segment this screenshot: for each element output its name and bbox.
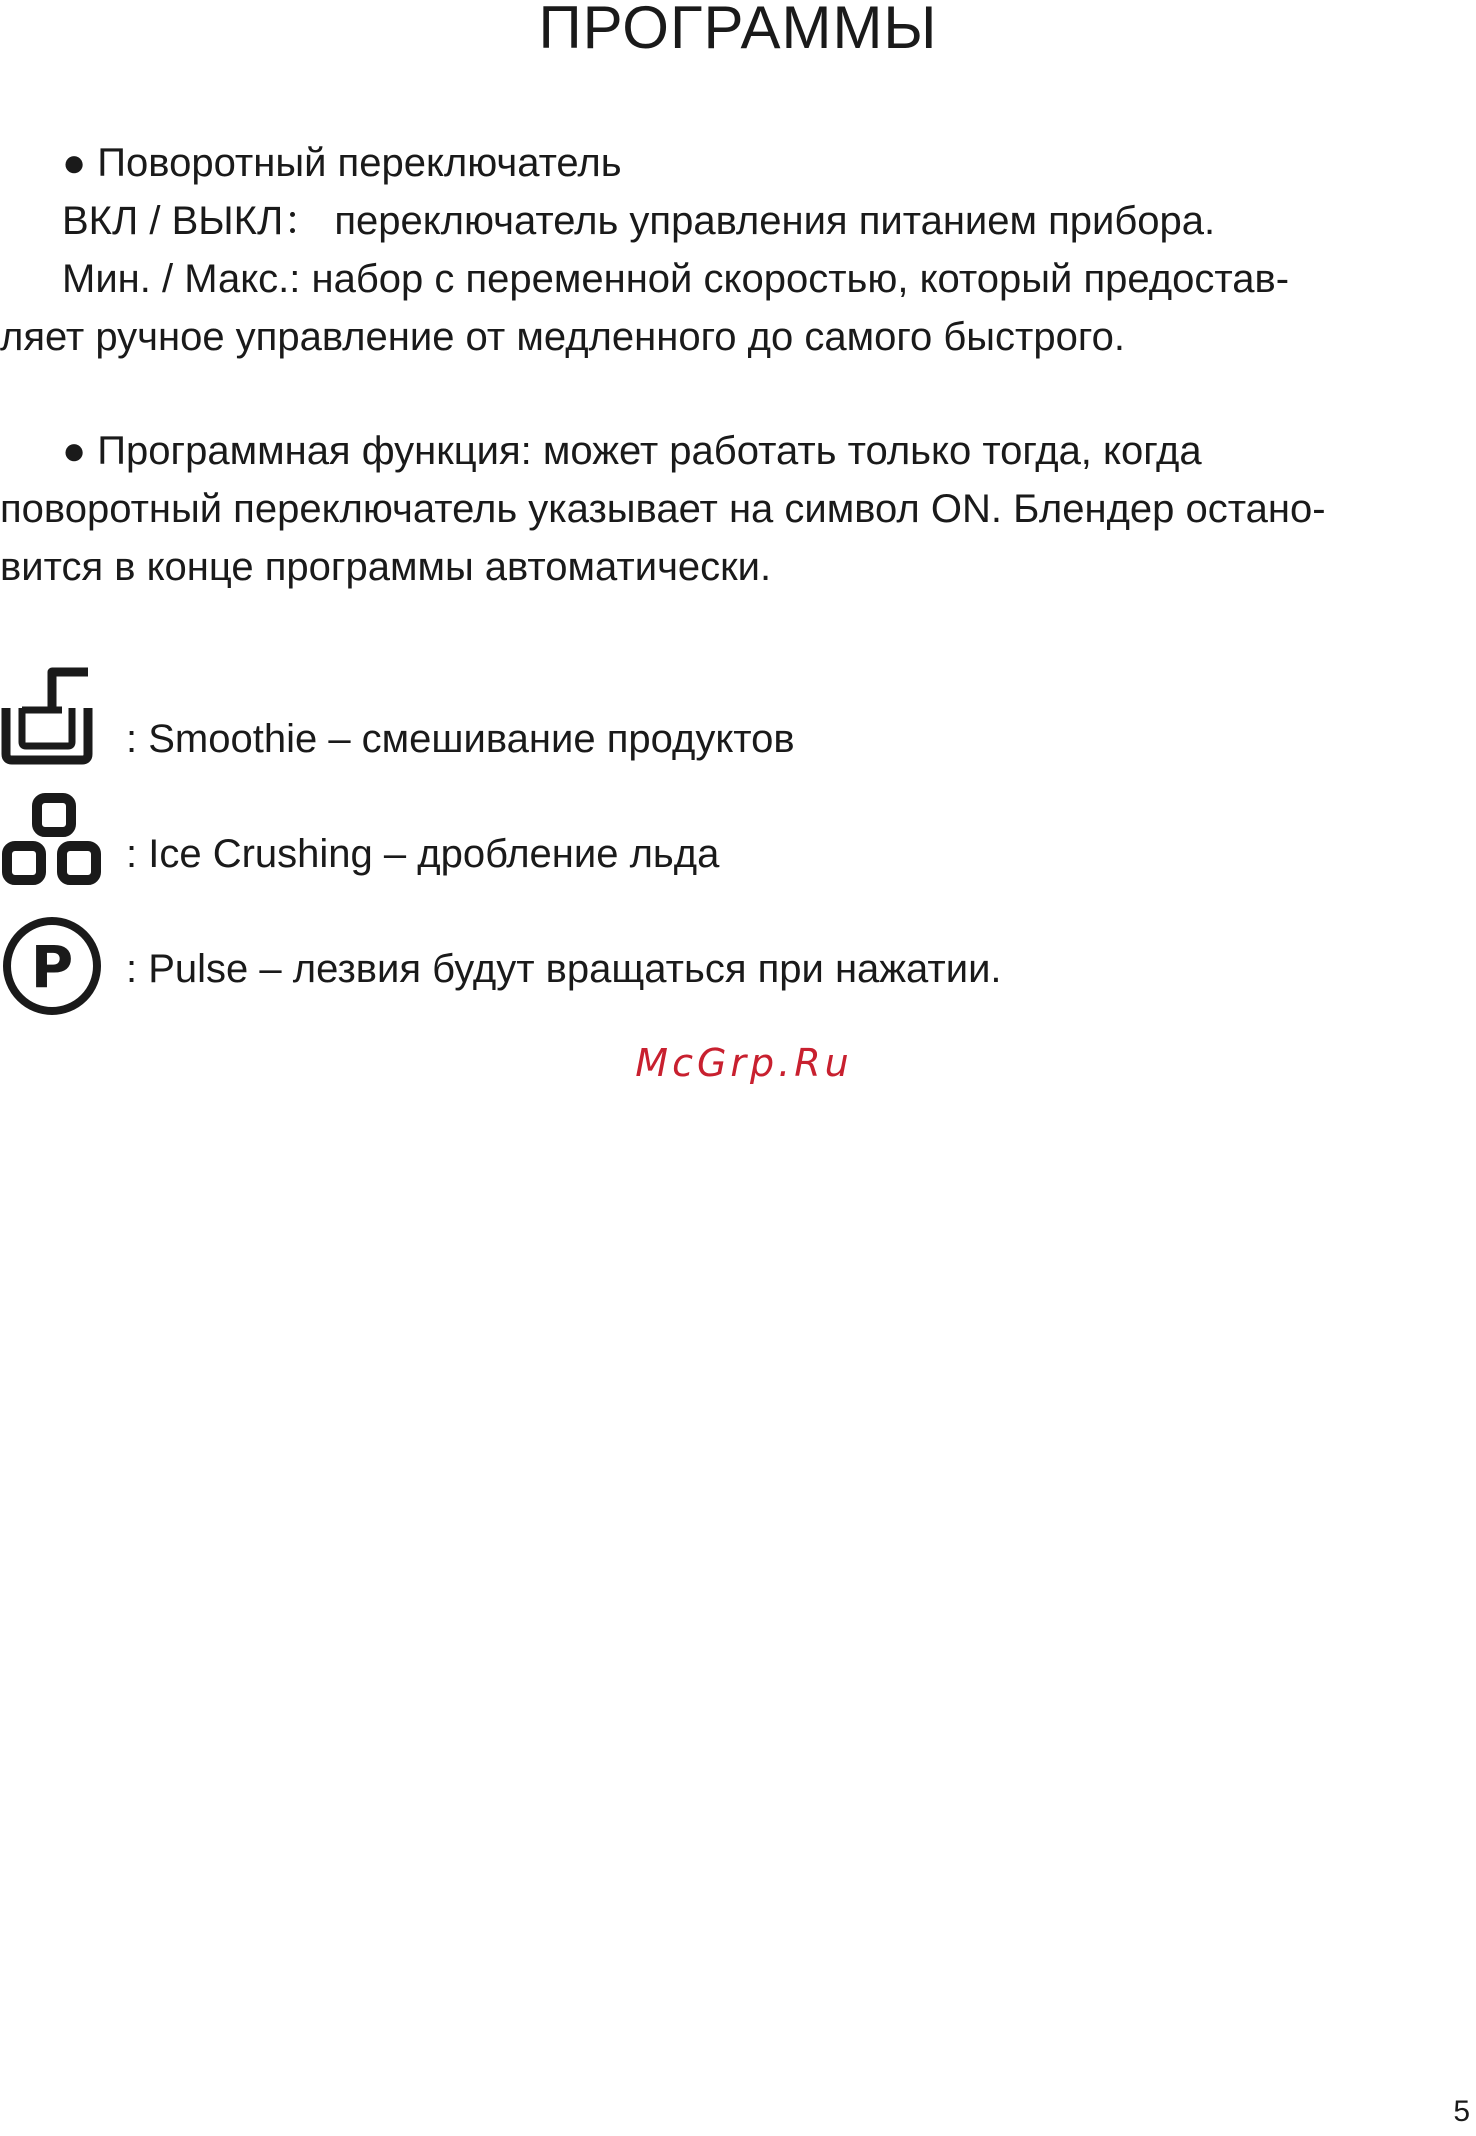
program-function-line-3: вится в конце программы автоматически.	[0, 545, 772, 589]
min-max-description-line-2: ляет ручное управление от медленного до самого быстрого.	[0, 315, 1125, 359]
dial-heading: ● Поворотный переключатель	[62, 141, 622, 185]
ice-crushing-icon	[0, 792, 104, 890]
pulse-icon	[0, 916, 104, 1016]
pulse-legend-text: : Pulse – лезвия будут вращаться при нажатии.	[126, 947, 1002, 991]
smoothie-icon	[0, 664, 96, 766]
on-off-description: ВКЛ / ВЫКЛ： переключатель управления питанием прибора.	[62, 199, 1216, 243]
page-title: ПРОГРАММЫ	[538, 0, 938, 61]
ice-crushing-legend-text: : Ice Crushing – дробление льда	[126, 832, 720, 876]
page-number: 5	[1453, 2095, 1470, 2128]
smoothie-legend-text: : Smoothie – смешивание продуктов	[126, 717, 795, 761]
program-function-line-2: поворотный переключатель указывает на символ ON. Блендер остано-	[0, 487, 1326, 531]
svg-text:P: P	[30, 933, 74, 1001]
min-max-description-line-1: Мин. / Макс.: набор с переменной скоростью, который предостав-	[62, 257, 1290, 301]
program-function-line-1: ● Программная функция: может работать только тогда, когда	[62, 429, 1202, 473]
watermark: McGrp.Ru	[635, 1041, 853, 1085]
